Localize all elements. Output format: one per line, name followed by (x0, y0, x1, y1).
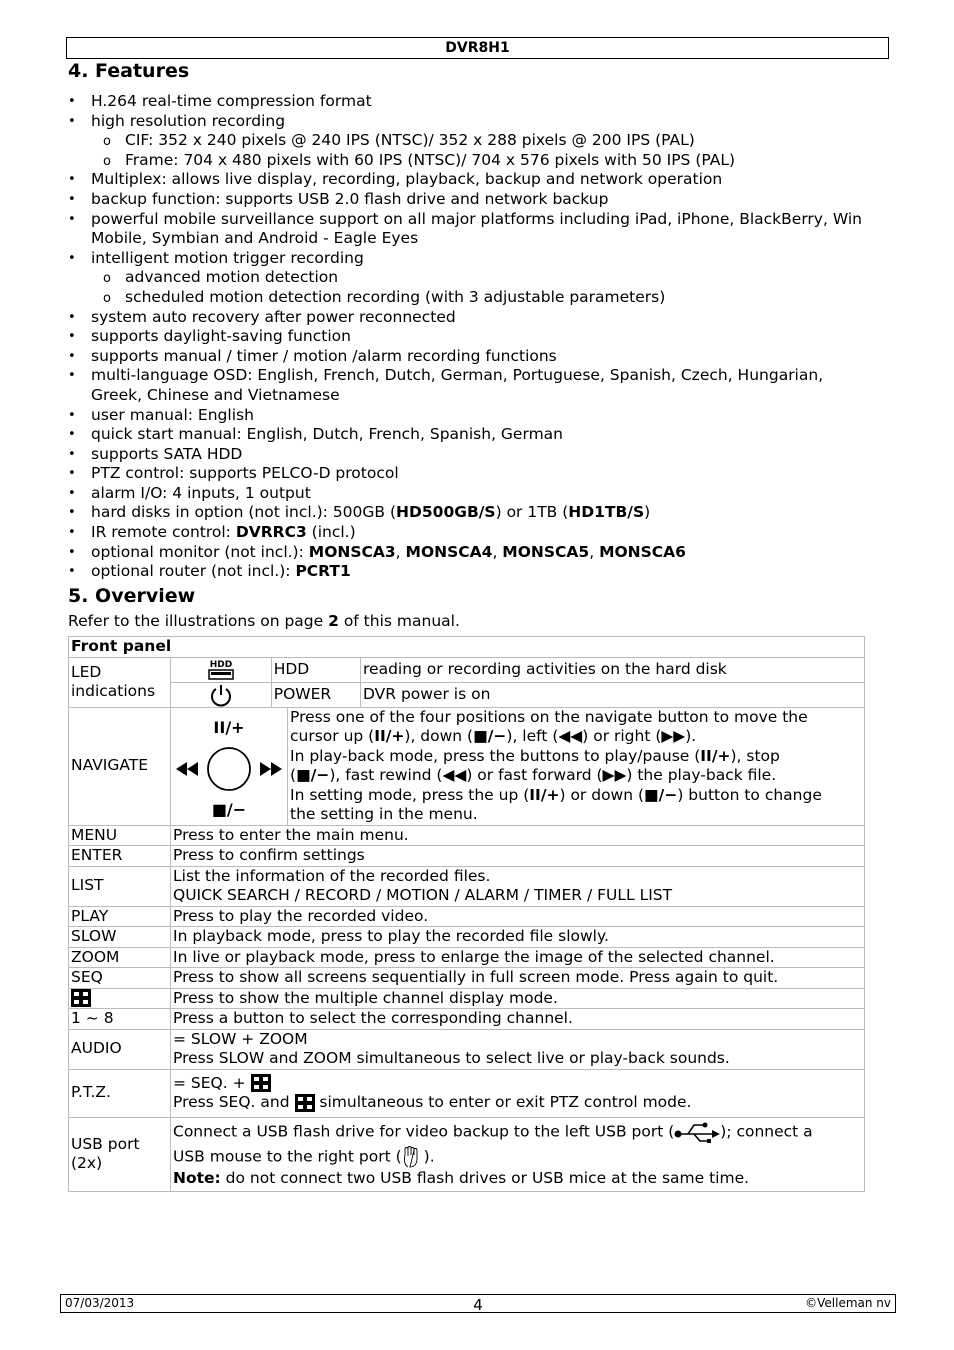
product-code: PCRT1 (295, 562, 351, 581)
led-hdd-desc: reading or recording activities on the hard disk (361, 657, 865, 682)
desc-cell: = SLOW + ZOOM Press SLOW and ZOOM simultaneous to select live or play-back sounds. (171, 1029, 865, 1069)
sub-list-item: o scheduled motion detection recording (with 3 adjustable parameters) (91, 288, 868, 308)
list-item-monitor: • optional monitor (not incl.): MONSCA3, MONSCA4, MONSCA5, MONSCA6 (68, 543, 868, 563)
rewind-icon: ◀◀ (442, 766, 467, 784)
footer-copyright: ©Velleman nv (805, 1296, 891, 1310)
table-header: Front panel (69, 637, 865, 658)
desc-cell: Press to enter the main menu. (171, 825, 865, 846)
multi-screen-key (69, 988, 171, 1009)
key-cell: ENTER (69, 846, 171, 867)
led-power-desc: DVR power is on (361, 682, 865, 707)
multi-screen-icon (71, 989, 91, 1007)
svg-text:HDD: HDD (209, 659, 233, 670)
key-cell: 1 ~ 8 (69, 1009, 171, 1030)
key-cell: SEQ (69, 968, 171, 989)
key-cell: PLAY (69, 906, 171, 927)
product-code: MONSCA3 (308, 542, 396, 561)
hdd-icon (171, 657, 272, 682)
list-item-router: • optional router (not incl.): PCRT1 (68, 562, 868, 582)
desc-cell: In playback mode, press to play the recorded file slowly. (171, 927, 865, 948)
forward-icon: ▶▶ (661, 727, 686, 745)
desc-cell: Press to show the multiple channel display mode. (171, 988, 865, 1009)
list-item: • powerful mobile surveillance support on all major platforms including iPad, iPhone, BlackBerry, Win Mobile, Symbian and Android - Eagle Eyes (68, 210, 868, 249)
mouse-icon (402, 1145, 424, 1169)
features-heading: 4. Features (68, 60, 190, 82)
footer-copyright-box (492, 1294, 896, 1313)
desc-cell: List the information of the recorded files. QUICK SEARCH / RECORD / MOTION / ALARM / TIMER / FULL LIST (171, 866, 865, 906)
desc-cell: = SEQ. + Press SEQ. and simultaneous to enter or exit PTZ control mode. (171, 1069, 865, 1117)
footer-date: 07/03/2013 (65, 1296, 135, 1310)
list-item: • system auto recovery after power reconnected (68, 308, 868, 328)
key-cell: LIST (69, 866, 171, 906)
key-cell: MENU (69, 825, 171, 846)
sub-list-item: o CIF: 352 x 240 pixels @ 240 IPS (NTSC)/ 352 x 288 pixels @ 200 IPS (PAL) (91, 131, 868, 151)
document-header (66, 37, 889, 59)
product-code: DVRRC3 (235, 523, 307, 542)
key-cell: USB port (2x) (69, 1117, 171, 1191)
list-item-hdd: • hard disks in option (not incl.): 500GB (HD500GB/S) or 1TB (HD1TB/S) (68, 503, 868, 523)
list-item: • alarm I/O: 4 inputs, 1 output (68, 484, 868, 504)
overview-intro: Refer to the illustrations on page 2 of this manual. (68, 612, 460, 630)
list-item: • high resolution recording o CIF: 352 x 240 pixels @ 240 IPS (NTSC)/ 352 x 288 pixels @ 200 IPS (PAL) o Frame: 704 x 480 pixels with 60 IPS (NTSC)/ 704 x 576 pixels with 50 IPS (PAL) (68, 112, 868, 171)
desc-cell: In live or playback mode, press to enlarge the image of the selected channel. (171, 947, 865, 968)
desc-cell: Press a button to select the corresponding channel. (171, 1009, 865, 1030)
navigate-pad-icon (171, 707, 288, 825)
desc-cell: Press to show all screens sequentially in full screen mode. Press again to quit. (171, 968, 865, 989)
led-label: LED indications (69, 657, 171, 707)
svg-text:■/−: ■/− (211, 800, 247, 819)
multi-screen-icon (251, 1074, 271, 1092)
product-code: MONSCA4 (405, 542, 493, 561)
list-item: • supports SATA HDD (68, 445, 868, 465)
rewind-icon: ◀◀ (558, 727, 583, 745)
overview-heading: 5. Overview (68, 585, 196, 607)
svg-text:II/+: II/+ (213, 718, 245, 737)
key-cell: AUDIO (69, 1029, 171, 1069)
product-code: MONSCA6 (599, 542, 686, 561)
page-number: 4 (473, 1296, 483, 1314)
desc-cell: Press to play the recorded video. (171, 906, 865, 927)
multi-screen-icon (295, 1094, 315, 1112)
list-item: • H.264 real-time compression format (68, 92, 868, 112)
list-item: • quick start manual: English, Dutch, French, Spanish, German (68, 425, 868, 445)
navigate-desc: Press one of the four positions on the navigate button to move the cursor up (II/+), down (■/−), left (◀◀) or right (▶▶). In play-back mode, press the buttons to play/pause (II/+), stop (■/−), fast rewind (◀◀) or fast forward (▶▶) the play-back file. In setting mode, press the up (II/+) or down (■/−) button to change the setting in the menu. (288, 707, 865, 825)
list-item: • multi-language OSD: English, French, Dutch, German, Portuguese, Spanish, Czech, Hungarian, Greek, Chinese and Vietnamese (68, 366, 868, 405)
navigate-label: NAVIGATE (69, 707, 171, 825)
footer-page-box (464, 1294, 492, 1313)
list-item: • user manual: English (68, 406, 868, 426)
product-code: HD1TB/S (568, 503, 645, 522)
led-power-name: POWER (271, 682, 360, 707)
list-item: • supports daylight-saving function (68, 327, 868, 347)
footer-date-box (60, 1294, 465, 1313)
key-cell: ZOOM (69, 947, 171, 968)
list-item: • backup function: supports USB 2.0 flash drive and network backup (68, 190, 868, 210)
front-panel-table (68, 636, 865, 1192)
key-cell: SLOW (69, 927, 171, 948)
product-code: MONSCA5 (502, 542, 590, 561)
key-cell: P.T.Z. (69, 1069, 171, 1117)
list-item: • supports manual / timer / motion /alarm recording functions (68, 347, 868, 367)
list-item: • Multiplex: allows live display, recording, playback, backup and network operation (68, 170, 868, 190)
power-icon (171, 682, 272, 707)
desc-cell: Press to confirm settings (171, 846, 865, 867)
sub-list-item: o advanced motion detection (91, 268, 868, 288)
led-hdd-name: HDD (271, 657, 360, 682)
desc-cell: Connect a USB flash drive for video backup to the left USB port ( ); connect a USB mouse to the right port ( ). Note: do not connect two USB flash drives or USB mice at the same time. (171, 1117, 865, 1191)
features-list (68, 92, 868, 582)
list-item-remote: • IR remote control: DVRRC3 (incl.) (68, 523, 868, 543)
product-code: HD500GB/S (396, 503, 496, 522)
list-item: • intelligent motion trigger recording o advanced motion detection o scheduled motion detection recording (with 3 adjustable parameters) (68, 249, 868, 308)
usb-icon (674, 1119, 720, 1145)
sub-list-item: o Frame: 704 x 480 pixels with 60 IPS (NTSC)/ 704 x 576 pixels with 50 IPS (PAL) (91, 151, 868, 171)
list-item: • PTZ control: supports PELCO-D protocol (68, 464, 868, 484)
forward-icon: ▶▶ (602, 766, 627, 784)
model-name: DVR8H1 (445, 40, 510, 56)
